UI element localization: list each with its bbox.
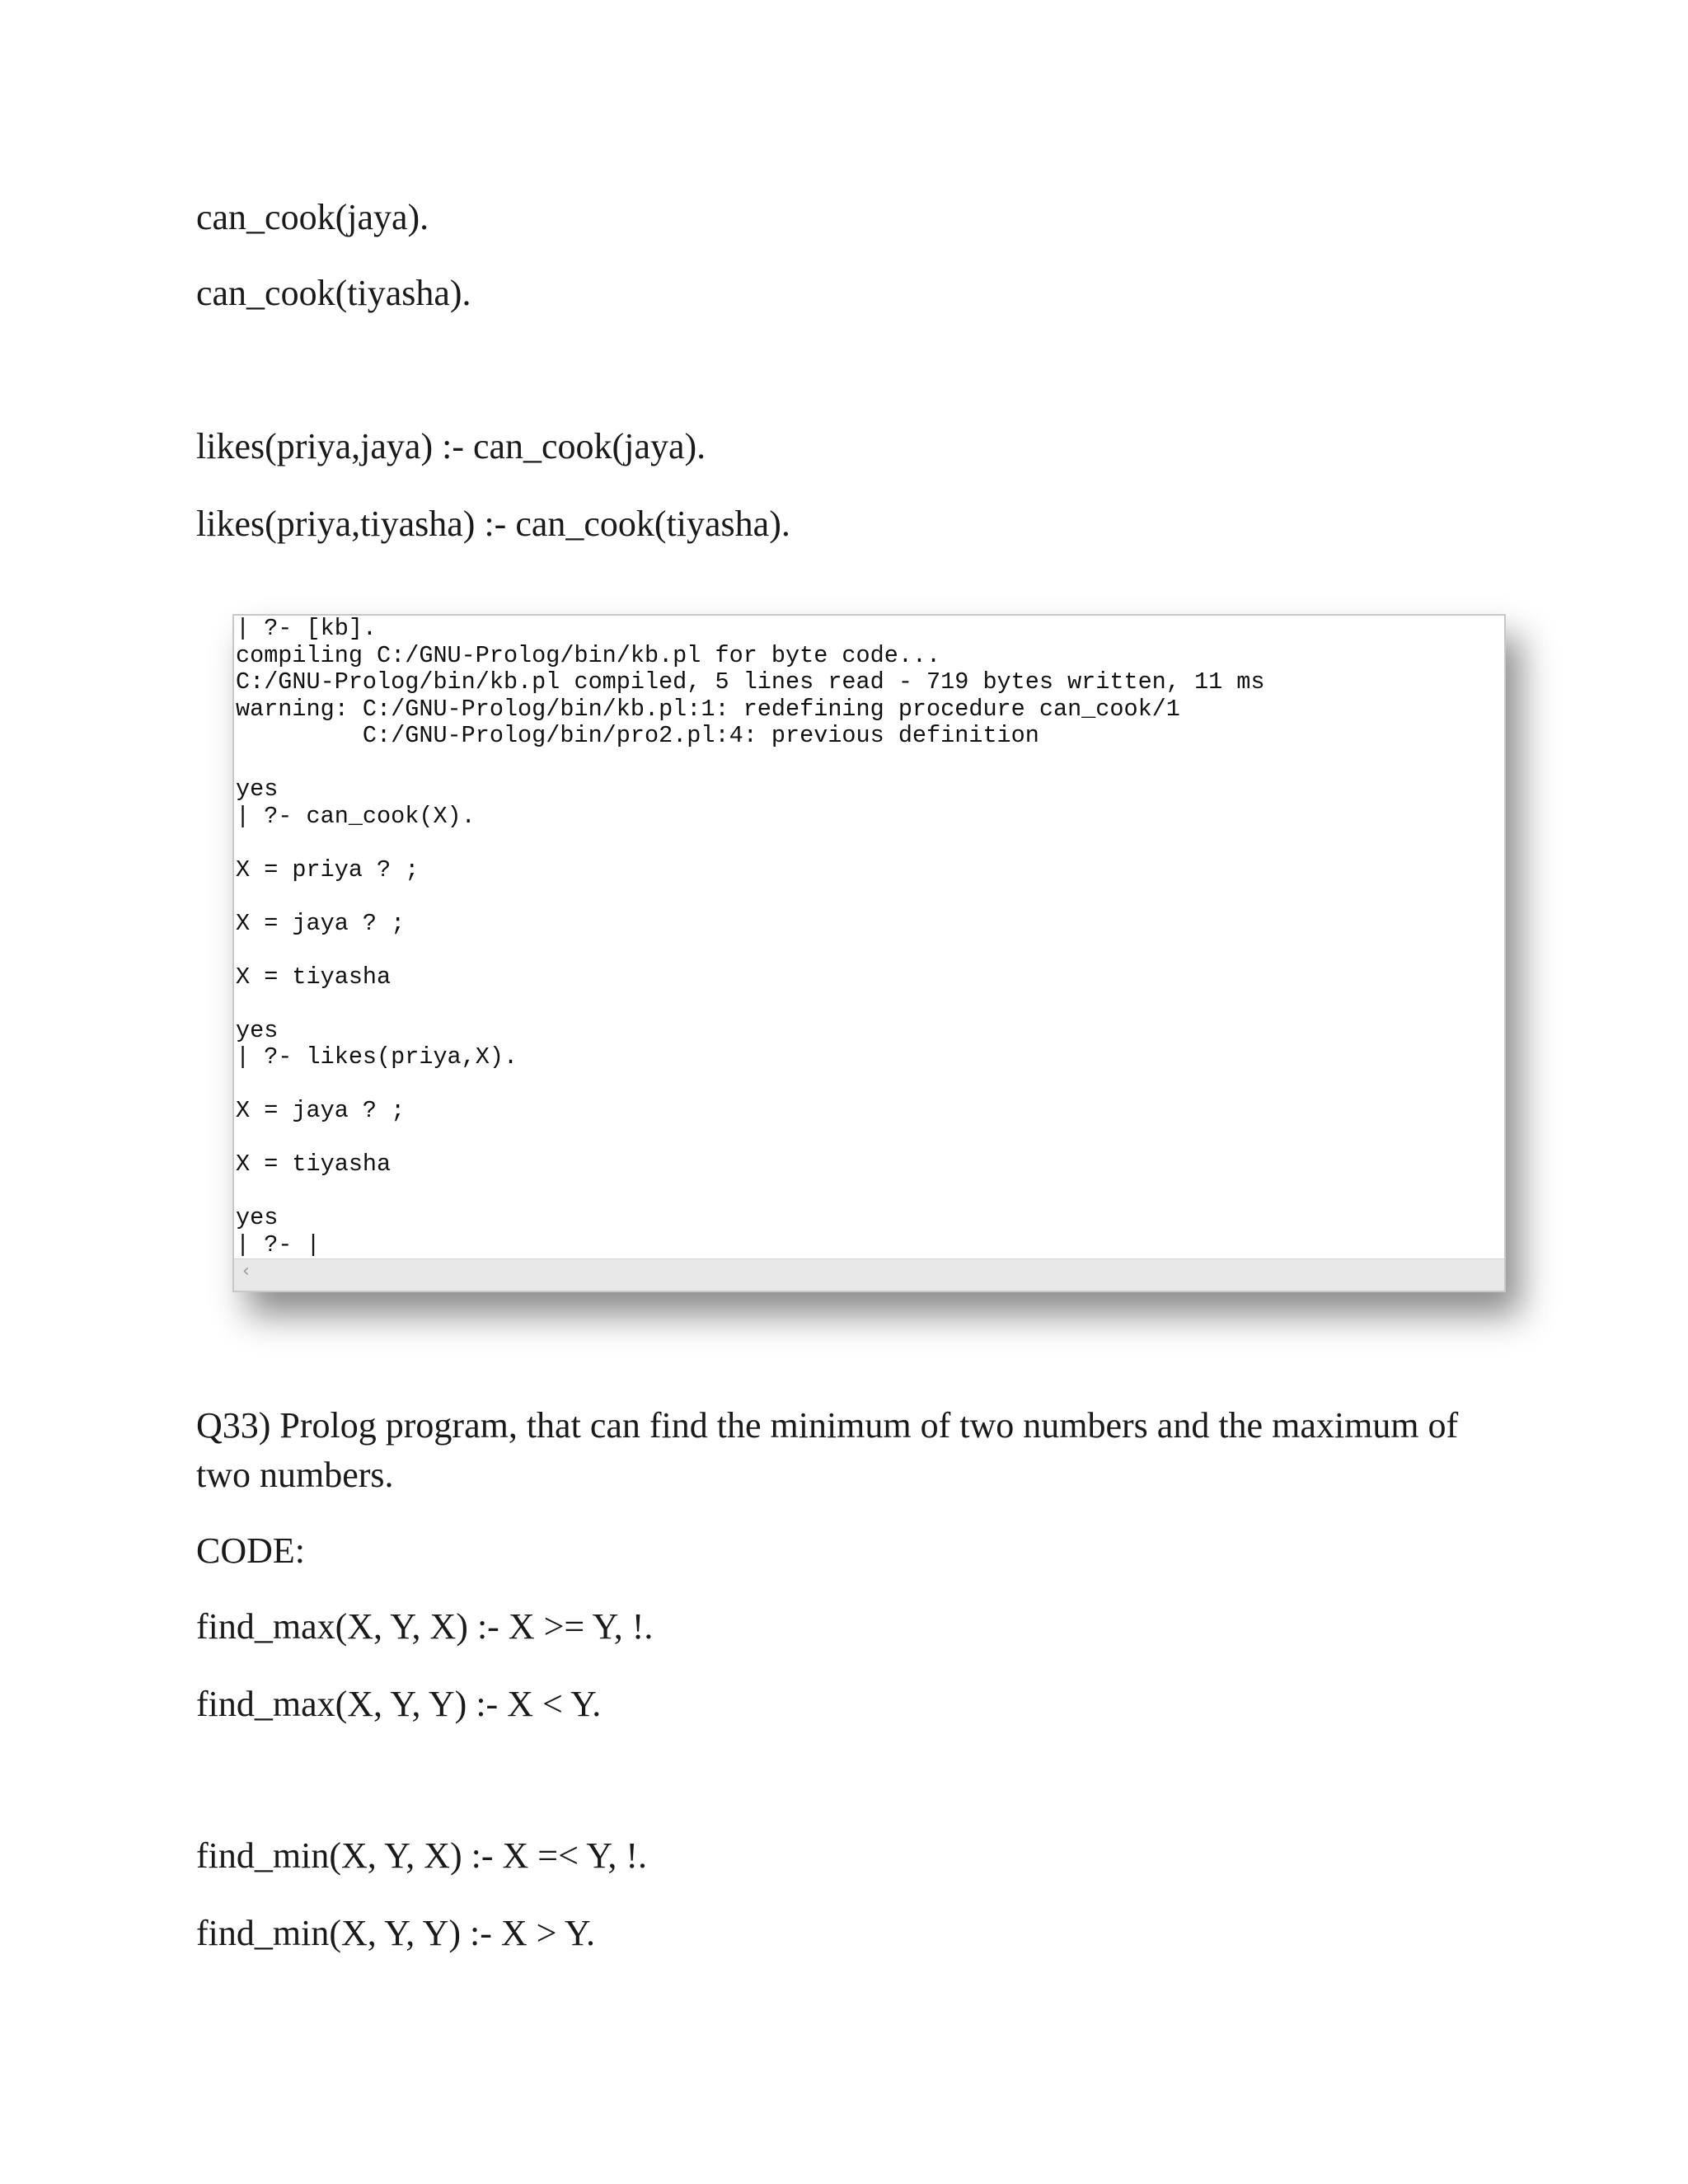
fact-line: can_cook(tiyasha). [196,273,471,313]
question-text: Q33) Prolog program, that can find the minimum of two numbers and the maximum of two numbers. [196,1405,1459,1495]
code-label: CODE: [196,1530,305,1571]
horizontal-scrollbar[interactable] [234,1258,1504,1291]
chevron-left-icon[interactable]: ‹ [242,1261,250,1282]
code-line: find_min(X, Y, X) :- X =< Y, !. [196,1835,648,1876]
code-line: find_max(X, Y, Y) :- X < Y. [196,1684,602,1724]
rule-line: likes(priya,tiyasha) :- can_cook(tiyasha). [196,504,790,544]
code-line: find_max(X, Y, X) :- X >= Y, !. [196,1606,654,1647]
fact-line: can_cook(jaya). [196,197,429,237]
terminal-output: | ?- [kb]. compiling C:/GNU-Prolog/bin/kb.pl for byte code... C:/GNU-Prolog/bin/kb.pl compiled, 5 lines read - 719 bytes written, 11 ms warning: C:/GNU-Prolog/bin/kb.pl:1: redefining procedure can_cook/1 C:/GNU-Prolog/bin/pro2.pl:4: previous definition yes | ?- can_cook(X). X = priya ? ; X = jaya ? ; X = tiyasha yes | ?- likes(priya,X). X = jaya ? ; X = tiyasha yes | ?- | [236,615,1265,1258]
code-line: find_min(X, Y, Y) :- X > Y. [196,1913,595,1953]
rule-line: likes(priya,jaya) :- can_cook(jaya). [196,426,706,466]
terminal-screenshot [232,614,1506,1292]
